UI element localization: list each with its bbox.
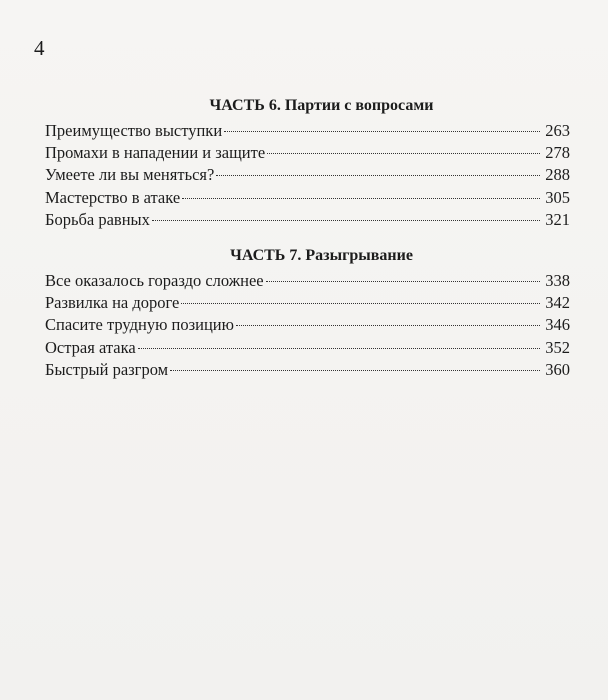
toc-section-part-7 xyxy=(45,246,570,381)
toc-entries xyxy=(45,270,570,381)
toc-entry-page: 321 xyxy=(545,209,570,229)
dot-leader xyxy=(152,219,540,221)
toc-entry-title: Умеете ли вы меняться? xyxy=(45,165,215,185)
toc-entry-page: 263 xyxy=(545,121,570,140)
page-number: 4 xyxy=(34,36,45,60)
toc-entry xyxy=(45,120,570,142)
toc-entry-page: 278 xyxy=(545,143,570,163)
toc-entry-title: Преимущество выступки xyxy=(45,121,223,140)
section-title: ЧАСТЬ 6. Партии с вопросами xyxy=(209,97,434,114)
toc-entry xyxy=(45,209,570,231)
toc-entry-page: 346 xyxy=(545,315,570,335)
toc-entry xyxy=(45,270,570,292)
dot-leader xyxy=(170,369,540,371)
toc-entry xyxy=(45,359,570,381)
dot-leader xyxy=(182,197,540,199)
dot-leader xyxy=(224,130,540,132)
toc-entry-page: 305 xyxy=(545,187,570,207)
toc-entry xyxy=(45,164,570,186)
toc-entry-page: 342 xyxy=(545,293,570,313)
toc-entries xyxy=(45,120,570,231)
dot-leader xyxy=(138,347,540,349)
toc-entry xyxy=(45,314,570,336)
toc-entry-page: 352 xyxy=(545,337,570,357)
dot-leader xyxy=(266,280,540,282)
toc-entry-page: 338 xyxy=(545,271,570,290)
toc-entry xyxy=(45,337,570,359)
toc-entry-title: Борьба равных xyxy=(45,209,150,229)
dot-leader xyxy=(181,302,540,304)
toc-entry xyxy=(45,142,570,164)
toc-entry-title: Промахи в нападении и защите xyxy=(45,143,266,163)
toc-entry-page: 360 xyxy=(545,359,570,379)
toc-entry-page: 288 xyxy=(545,165,570,185)
toc-entry-title: Спасите трудную позицию xyxy=(45,315,234,335)
toc-entry xyxy=(45,187,570,209)
toc-entry-title: Все оказалось гораздо сложнее xyxy=(45,271,264,290)
toc-entry-title: Мастерство в атаке xyxy=(45,187,181,207)
dot-leader xyxy=(236,324,540,326)
dot-leader xyxy=(267,152,540,154)
toc-entry-title: Быстрый разгром xyxy=(45,359,169,379)
toc-section-part-6 xyxy=(45,96,570,231)
toc-entry-title: Острая атака xyxy=(45,337,136,357)
section-title: ЧАСТЬ 7. Разыгрывание xyxy=(230,247,413,264)
toc-entry xyxy=(45,292,570,314)
dot-leader xyxy=(216,174,540,176)
toc-entry-title: Развилка на дороге xyxy=(45,293,180,313)
